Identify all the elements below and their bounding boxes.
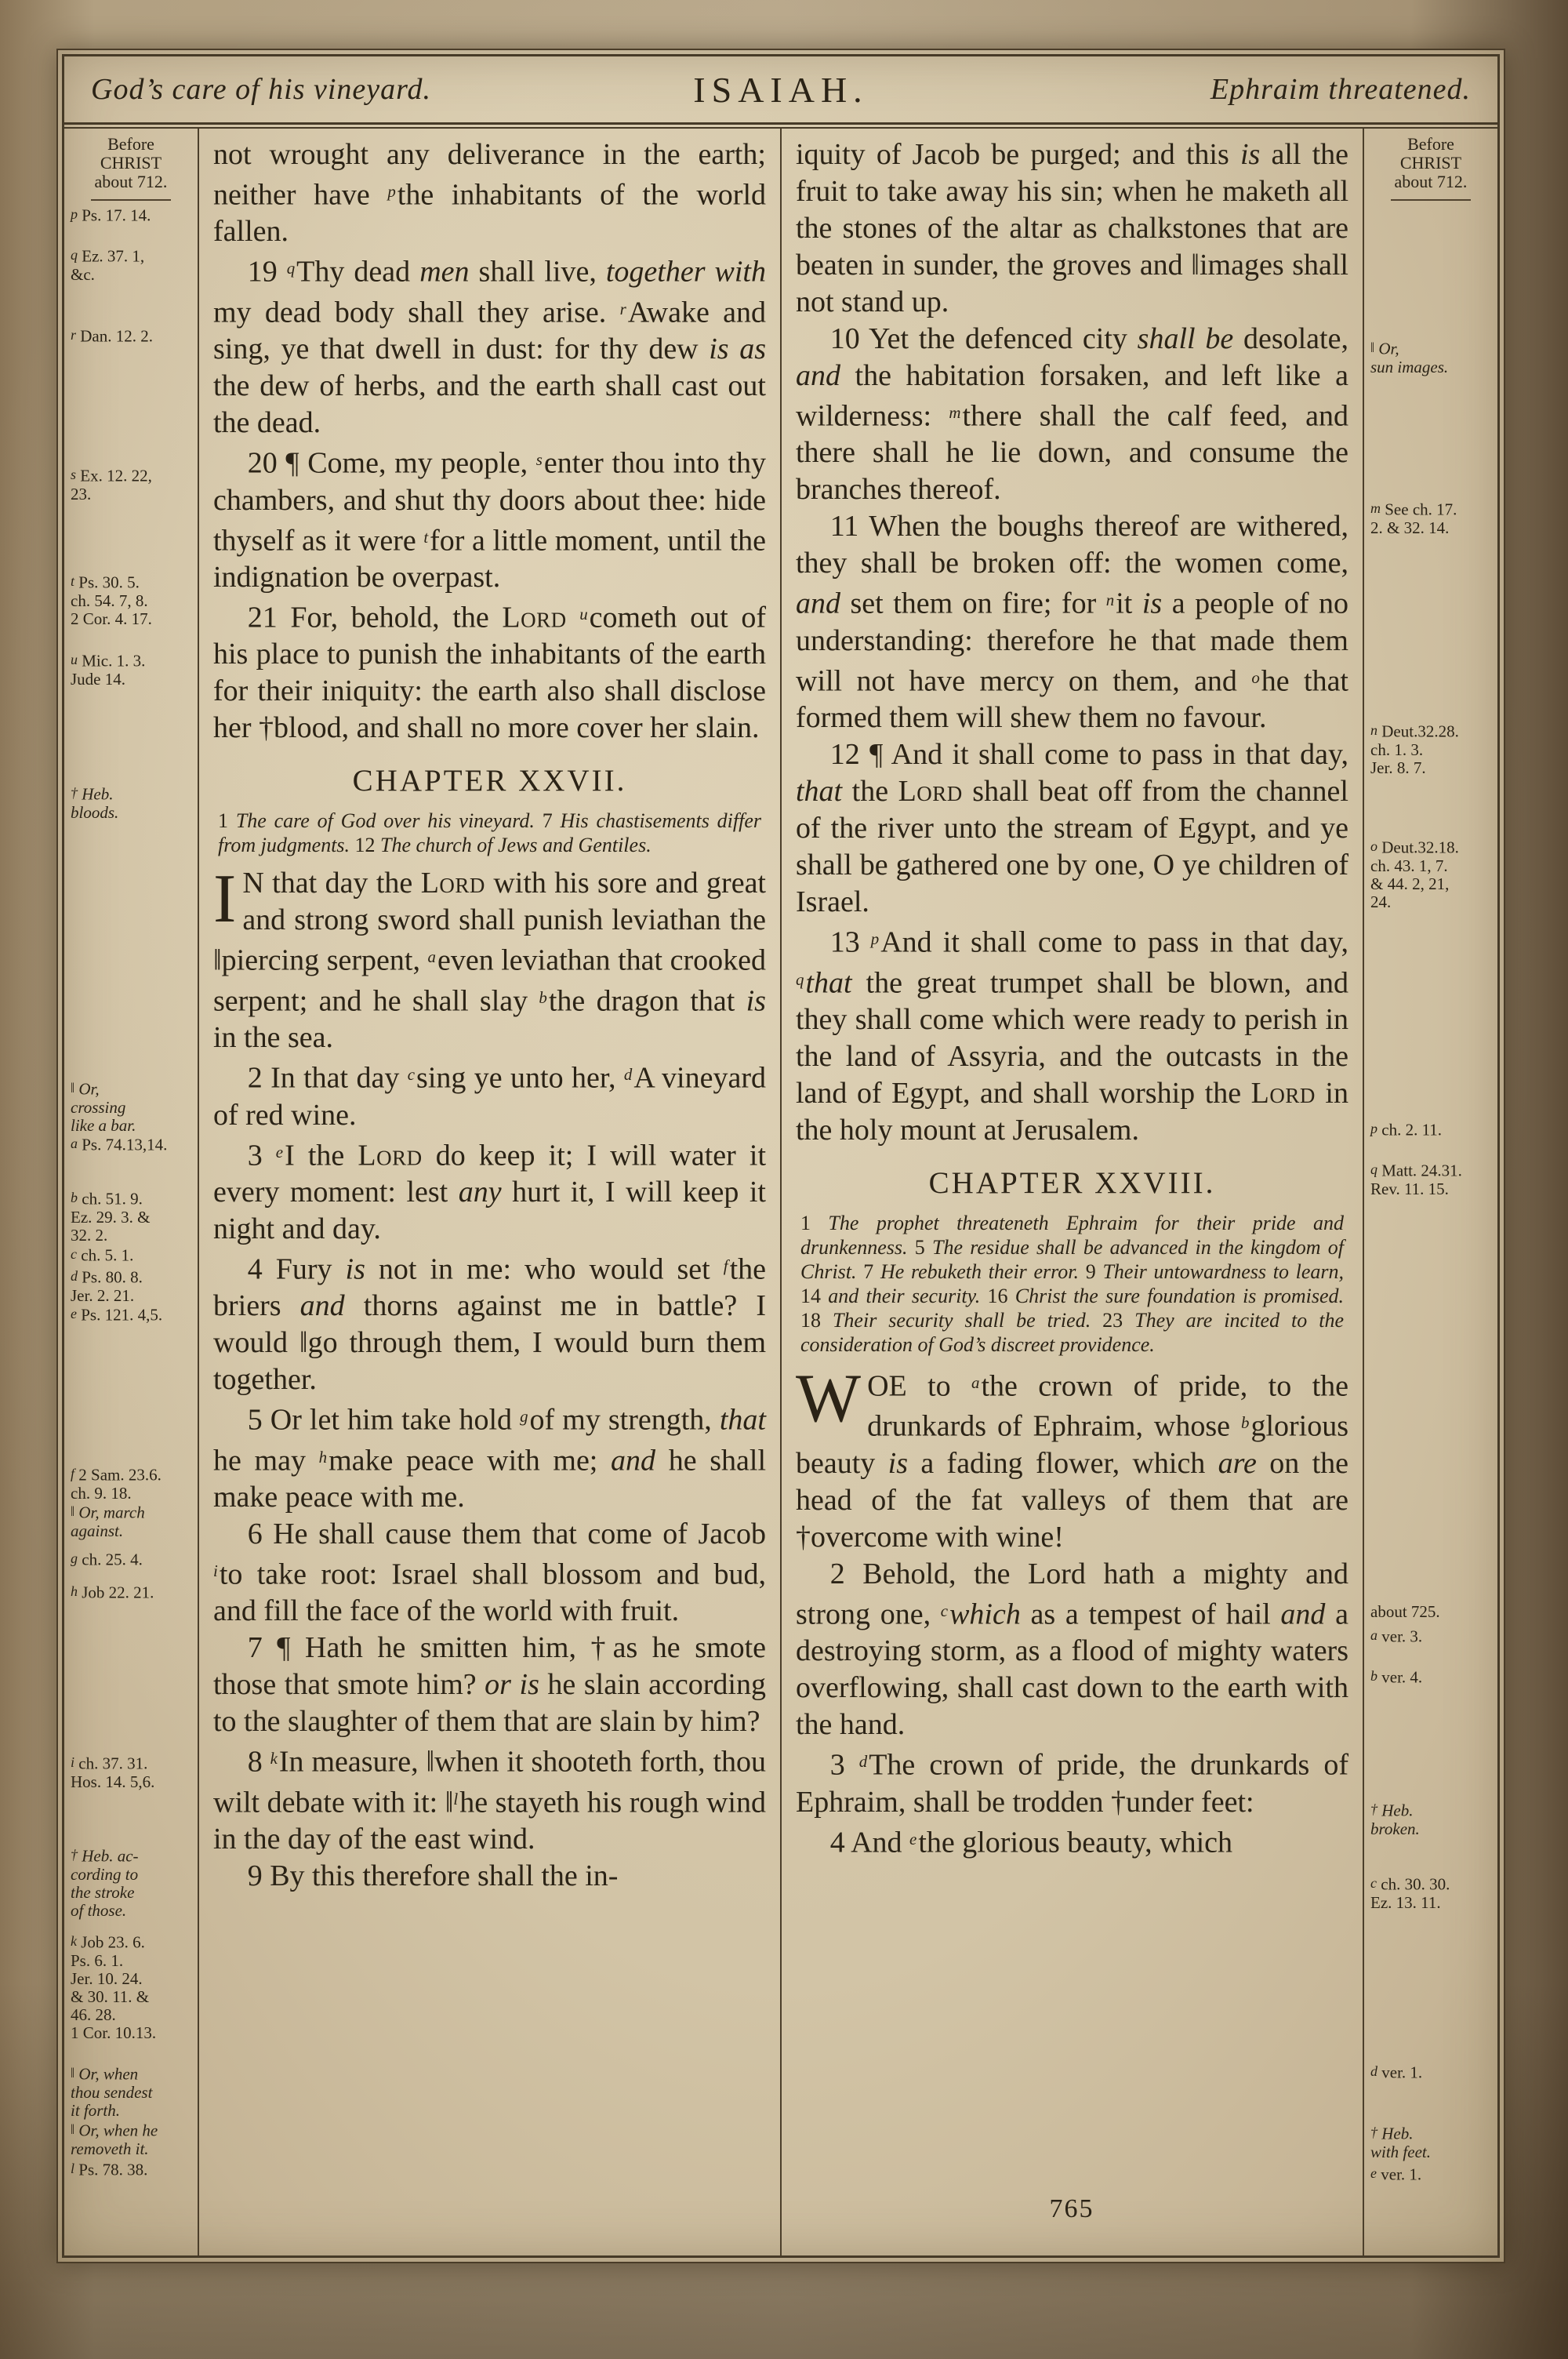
verse-paragraph: 8 $^k$In measure, ‖when it shooteth forth, thou wilt debate with it: ‖$^l$he stayeth his rough wind in the day of the east wind. bbox=[213, 1745, 767, 1856]
margin-reference: g ch. 25. 4. bbox=[71, 1550, 143, 1569]
before-christ-date: Before CHRIST about 712. bbox=[64, 135, 198, 201]
verse-paragraph: 3 $^e$I the Lord do keep it; I will water it every moment: lest any hurt it, I will keep it night and day. bbox=[213, 1138, 767, 1245]
verse-paragraph: 2 In that day $^c$sing ye unto her, $^d$A vineyard of red wine. bbox=[213, 1061, 766, 1132]
running-head-right: Ephraim threatened. bbox=[1210, 73, 1471, 106]
text-column-left bbox=[199, 129, 780, 2255]
before-christ-date: Before CHRIST about 712. bbox=[1364, 135, 1497, 201]
verse-paragraph: 2 Behold, the Lord hath a mighty and strong one, $^c$which as a tempest of hail and a destroying storm, as a flood of mighty waters overflowing, shall cast down to the earth with the hand. bbox=[796, 1557, 1348, 1742]
margin-reference: e Ps. 121. 4,5. bbox=[71, 1305, 163, 1325]
verse-paragraph: not wrought any deliverance in the earth; neither have $^p$the inhabitants of the world fallen. bbox=[213, 138, 766, 249]
verse-paragraph: 12 ¶ And it shall come to pass in that day, that the Lord shall beat off from the channel of the river unto the stream of Egypt, and ye shall be gathered one by one, O ye children of Israel. bbox=[796, 738, 1348, 919]
margin-reference: i ch. 37. 31. Hos. 14. 5,6. bbox=[71, 1754, 155, 1791]
date-rule bbox=[91, 199, 171, 201]
margin-reference: a ver. 3. bbox=[1370, 1627, 1423, 1646]
verse-paragraph: 20 ¶ Come, my people, $^s$enter thou into thy chambers, and shut thy doors about thee: hide thyself as it were $^t$for a little moment, until the indignation be overpast. bbox=[213, 446, 766, 594]
chapter-heading: CHAPTER XXVII. bbox=[352, 764, 627, 798]
margin-reference: p Ps. 17. 14. bbox=[71, 205, 151, 225]
margin-reference: b ch. 51. 9. Ez. 29. 3. & 32. 2. bbox=[71, 1189, 151, 1245]
chapter-summary: 1 The care of God over his vineyard. 7 His chastisements differ from judgments. 12 The church of Jews and Gentiles. bbox=[218, 809, 762, 857]
verse-paragraph: 11 When the boughs thereof are withered, they shall be broken off: the women come, and set them on fire; for $^n$it is a people of no understanding: therefore he that made them will not have mercy on them, and $^o$he that formed them will shew them no favour. bbox=[796, 510, 1349, 735]
bible-page bbox=[56, 49, 1505, 2263]
margin-reference: ‖ Or, crossing like a bar. a Ps. 74.13,14. bbox=[71, 1079, 168, 1154]
margin-reference: d ver. 1. bbox=[1370, 2063, 1423, 2082]
margin-reference: o Deut.32.18. ch. 43. 1, 7. & 44. 2, 21, 24. bbox=[1370, 838, 1459, 911]
chapter-summary: 1 The prophet threateneth Ephraim for their pride and drunkenness. 5 The residue shall be advanced in the kingdom of Christ. 7 He rebuketh their error. 9 Their untowardness to learn, 14 and their security. 16 Christ the sure foundation is promised. 18 Their security shall be tried. 23 They are incited to the consideration of God’s discreet providence. bbox=[800, 1211, 1345, 1356]
margin-column-left bbox=[64, 129, 198, 2255]
text-column-right bbox=[782, 129, 1363, 2255]
verse-paragraph: 5 Or let him take hold $^g$of my strength, that he may $^h$make peace with me; and he shall make peace with me. bbox=[213, 1403, 766, 1514]
page-number: 765 bbox=[1049, 2194, 1094, 2223]
margin-reference: c ch. 30. 30. Ez. 13. 11. bbox=[1370, 1874, 1450, 1912]
margin-reference: s Ex. 12. 22, 23. bbox=[71, 466, 152, 503]
verse-paragraph: 19 $^q$Thy dead men shall live, together with my dead body shall they arise. $^r$Awake and sing, ye that dwell in dust: for thy dew is as the dew of herbs, and the earth shall cast out the dead. bbox=[213, 255, 767, 440]
verse-paragraph: I N that day the Lord with his sore and great and strong sword shall punish leviathan the ‖piercing serpent, $^a$even leviathan that crooked serpent; and he shall slay $^b$the dragon that is in the sea. bbox=[213, 861, 767, 1055]
chapter-heading: CHAPTER XXVIII. bbox=[928, 1165, 1216, 1200]
margin-reference: l Ps. 78. 38. bbox=[71, 2160, 148, 2179]
margin-reference: † Heb. with feet. bbox=[1370, 2124, 1431, 2161]
margin-reference: d Ps. 80. 8. Jer. 2. 21. bbox=[71, 1267, 143, 1305]
margin-reference: ‖ Or, sun images. bbox=[1370, 339, 1449, 376]
margin-reference: n Deut.32.28. ch. 1. 3. Jer. 8. 7. bbox=[1370, 722, 1459, 777]
verse-paragraph: 7 ¶ Hath he smitten him, †as he smote those that smote him? or is he slain according to the slaughter of them that are slain by him? bbox=[213, 1631, 766, 1739]
margin-reference: † Heb. ac- cording to the stroke of those. bbox=[71, 1846, 139, 1920]
margin-reference: † Heb. bloods. bbox=[71, 784, 119, 822]
verse-paragraph: iquity of Jacob be purged; and this is all the fruit to take away his sin; when he maketh all the stones of the altar as chalkstones that are beaten in sunder, the groves and ‖images shall not stand up. bbox=[796, 138, 1349, 318]
running-head-left: God’s care of his vineyard. bbox=[91, 73, 432, 106]
margin-reference: c ch. 5. 1. bbox=[71, 1245, 134, 1265]
verse-paragraph: 3 $^d$The crown of pride, the drunkards of Ephraim, shall be trodden †under feet: bbox=[796, 1748, 1348, 1819]
margin-reference: m See ch. 17. 2. & 32. 14. bbox=[1370, 500, 1457, 537]
margin-reference: ‖ Or, when thou sendest it forth. bbox=[71, 2064, 153, 2120]
verse-paragraph: 21 For, behold, the Lord $^u$cometh out of his place to punish the inhabitants of the earth for their iniquity: the earth also shall disclose her †blood, and shall no more cover her slain. bbox=[213, 601, 767, 745]
margin-reference: k Job 23. 6. Ps. 6. 1. Jer. 10. 24. & 30. 11. & 46. 28. 1 Cor. 10.13. bbox=[71, 1932, 157, 2042]
verse-paragraph: 10 Yet the defenced city shall be desolate, and the habitation forsaken, and left like a wilderness: $^m$there shall the calf feed, and there shall he lie down, and consume the branches thereof. bbox=[796, 322, 1349, 507]
margin-reference: e ver. 1. bbox=[1370, 2165, 1422, 2184]
margin-reference: b ver. 4. bbox=[1370, 1667, 1423, 1687]
margin-reference: t Ps. 30. 5. ch. 54. 7, 8. 2 Cor. 4. 17. bbox=[71, 572, 152, 628]
book-title: ISAIAH. bbox=[693, 69, 869, 110]
verse-paragraph: 4 And $^e$the glorious beauty, which bbox=[829, 1825, 1232, 1859]
margin-reference: about 725. bbox=[1370, 1602, 1440, 1621]
header-rule bbox=[64, 122, 1497, 129]
verse-paragraph: 4 Fury is not in me: who would set $^f$the briers and thorns against me in battle? I would ‖go through them, I would burn them together. bbox=[213, 1252, 766, 1397]
running-head bbox=[64, 56, 1497, 122]
drop-cap: W bbox=[796, 1360, 862, 1437]
margin-reference: r Dan. 12. 2. bbox=[71, 326, 154, 346]
margin-reference: ‖ Or, march against. bbox=[71, 1503, 145, 1540]
margin-reference: q Ez. 37. 1, &c. bbox=[71, 246, 145, 284]
drop-cap: I bbox=[213, 861, 237, 938]
margin-reference: ‖ Or, when he removeth it. bbox=[71, 2121, 158, 2158]
margin-reference: q Matt. 24.31. Rev. 11. 15. bbox=[1370, 1161, 1462, 1198]
verse-paragraph: WOE to $^a$the crown of pride, to the drunkards of Ephraim, whose $^b$glorious beauty is a fading flower, which are on the head of the fat valleys of them that are †overcome with wine! bbox=[796, 1360, 1349, 1554]
margin-column-right bbox=[1364, 129, 1497, 2255]
verse-paragraph: 9 By this therefore shall the in- bbox=[247, 1859, 619, 1893]
margin-reference: f 2 Sam. 23.6. ch. 9. 18. bbox=[71, 1465, 162, 1503]
margin-reference: u Mic. 1. 3. Jude 14. bbox=[71, 651, 146, 689]
margin-reference: h Job 22. 21. bbox=[71, 1583, 154, 1602]
verse-paragraph: 6 He shall cause them that come of Jacob $^i$to take root: Israel shall blossom and bud, and fill the face of the world with fruit. bbox=[213, 1518, 766, 1628]
page-border bbox=[62, 54, 1500, 2258]
margin-reference: † Heb. broken. bbox=[1370, 1801, 1420, 1838]
verse-paragraph: 13 $^p$And it shall come to pass in that day, $^q$that the great trumpet shall be blown, and they shall come which were ready to perish in the land of Assyria, and the outcasts in the land of Egypt, and shall worship the Lord in the holy mount at Jerusalem. bbox=[796, 925, 1348, 1147]
page-content bbox=[64, 129, 1497, 2255]
date-rule bbox=[1391, 199, 1471, 201]
margin-reference: p ch. 2. 11. bbox=[1370, 1120, 1443, 1140]
